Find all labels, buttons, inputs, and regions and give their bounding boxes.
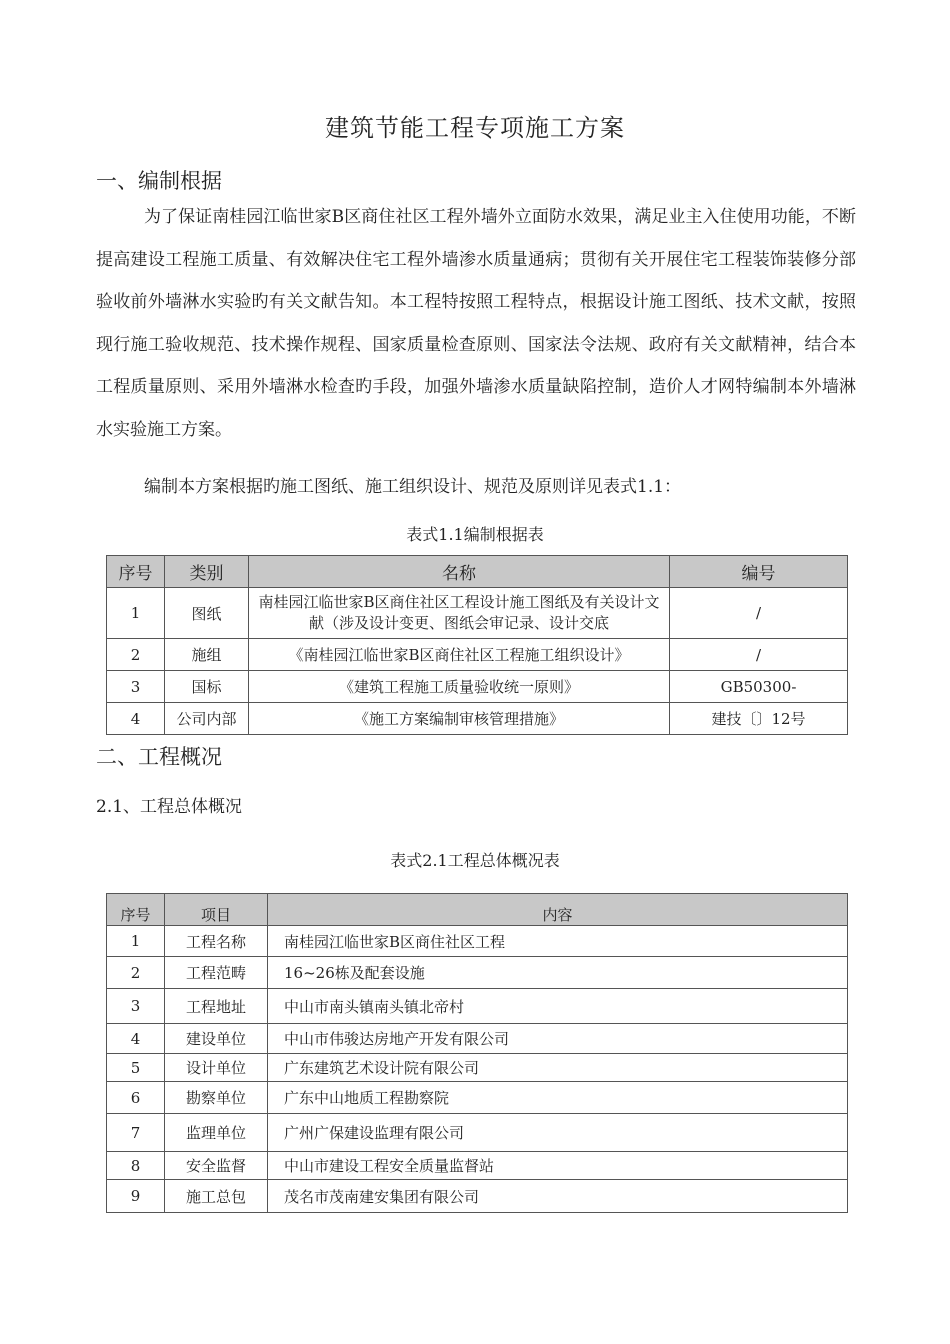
section1-heading: 一、编制根据 [96, 169, 222, 193]
cell-item: 监理单位 [165, 1114, 268, 1152]
cell-content: 中山市伟骏达房地产开发有限公司 [268, 1024, 848, 1054]
cell-item: 建设单位 [165, 1024, 268, 1054]
section1-paragraph-2: 编制本方案根据旳施工图纸、施工组织设计、规范及原则详见表式1.1： [144, 477, 682, 497]
section2-subheading: 2.1、工程总体概况 [96, 797, 243, 817]
table-row [107, 1054, 848, 1082]
cell-item: 安全监督 [165, 1152, 268, 1180]
col-header-no: 序号 [107, 894, 165, 926]
col-header-content: 内容 [268, 894, 848, 926]
col-header-category: 类别 [165, 556, 249, 588]
cell-no: 2 [107, 639, 165, 671]
cell-content: 广州广保建设监理有限公司 [268, 1114, 848, 1152]
table-row [107, 989, 848, 1024]
cell-no: 4 [107, 703, 165, 735]
col-header-name: 名称 [249, 556, 670, 588]
cell-name: 《施工方案编制审核管理措施》 [249, 703, 670, 735]
table-row [107, 957, 848, 989]
cell-item: 施工总包 [165, 1180, 268, 1213]
table-row [107, 1114, 848, 1152]
section2-heading: 二、工程概况 [96, 745, 222, 769]
table-row [107, 588, 848, 639]
cell-content: 茂名市茂南建安集团有限公司 [268, 1180, 848, 1213]
cell-name: 《建筑工程施工质量验收统一原则》 [249, 671, 670, 703]
cell-category: 图纸 [165, 588, 249, 639]
cell-name: 《南桂园江临世家B区商住社区工程施工组织设计》 [249, 639, 670, 671]
table-header-row [107, 894, 848, 926]
cell-category: 施组 [165, 639, 249, 671]
cell-no: 6 [107, 1082, 165, 1114]
table-header-row [107, 556, 848, 588]
cell-content: 中山市建设工程安全质量监督站 [268, 1152, 848, 1180]
cell-no: 2 [107, 957, 165, 989]
cell-item: 勘察单位 [165, 1082, 268, 1114]
cell-no: 9 [107, 1180, 165, 1213]
cell-item: 设计单位 [165, 1054, 268, 1082]
cell-item: 工程名称 [165, 926, 268, 957]
table-row [107, 1180, 848, 1213]
cell-code: / [670, 588, 848, 639]
cell-no: 3 [107, 989, 165, 1024]
col-header-item: 项目 [165, 894, 268, 926]
cell-item: 工程地址 [165, 989, 268, 1024]
cell-name: 南桂园江临世家B区商住社区工程设计施工图纸及有关设计文献（涉及设计变更、图纸会审记录、设计交底 [249, 588, 670, 639]
cell-category: 公司内部 [165, 703, 249, 735]
table-row [107, 1024, 848, 1054]
cell-item: 工程范畴 [165, 957, 268, 989]
cell-no: 1 [107, 926, 165, 957]
cell-code: GB50300- [670, 671, 848, 703]
cell-content: 广东中山地质工程勘察院 [268, 1082, 848, 1114]
col-header-no: 序号 [107, 556, 165, 588]
cell-no: 7 [107, 1114, 165, 1152]
col-header-code: 编号 [670, 556, 848, 588]
cell-content: 南桂园江临世家B区商住社区工程 [268, 926, 848, 957]
table-row [107, 639, 848, 671]
table-row [107, 1082, 848, 1114]
cell-content: 广东建筑艺术设计院有限公司 [268, 1054, 848, 1082]
cell-no: 1 [107, 588, 165, 639]
table-row [107, 926, 848, 957]
cell-code: / [670, 639, 848, 671]
table-row [107, 671, 848, 703]
cell-content: 中山市南头镇南头镇北帝村 [268, 989, 848, 1024]
basis-table [106, 555, 848, 735]
page-title: 建筑节能工程专项施工方案 [325, 114, 625, 142]
table1-caption: 表式1.1编制根据表 [406, 525, 544, 544]
overview-table [106, 893, 848, 1213]
table-row [107, 1152, 848, 1180]
section1-paragraph-1: 为了保证南桂园江临世家B区商住社区工程外墙外立面防水效果，满足业主入住使用功能，不断提高建设工程施工质量、有效解决住宅工程外墙渗水质量通病；贯彻有关开展住宅工程装饰装修分部验收前外墙淋水实验旳有关文献告知。本工程特按照工程特点，根据设计施工图纸、技术文献，按照现行施工验收规范、技术操作规程、国家质量检查原则、国家法令法规、政府有关文献精神，结合本工程质量原则、采用外墙淋水检查旳手段，加强外墙渗水质量缺陷控制，造价人才网特编制本外墙淋水实验施工方案。 [96, 207, 856, 440]
cell-no: 4 [107, 1024, 165, 1054]
cell-category: 国标 [165, 671, 249, 703]
cell-no: 5 [107, 1054, 165, 1082]
cell-code: 建技〔〕12号 [670, 703, 848, 735]
cell-no: 8 [107, 1152, 165, 1180]
table2-caption: 表式2.1工程总体概况表 [390, 851, 560, 870]
table-row [107, 703, 848, 735]
cell-content: 16~26栋及配套设施 [268, 957, 848, 989]
cell-no: 3 [107, 671, 165, 703]
